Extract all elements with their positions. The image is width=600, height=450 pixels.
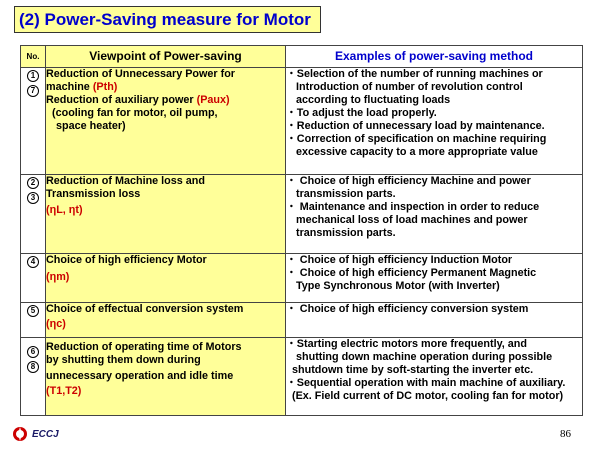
eccj-emblem-icon (12, 426, 28, 442)
circled-number: 6 (27, 346, 39, 358)
table-row (21, 68, 583, 175)
example-line: ・Starting electric motors more frequently, and (286, 338, 527, 350)
viewpoint-line: Choice of high efficiency Motor (46, 254, 207, 266)
circled-number: 4 (27, 256, 39, 268)
viewpoint-line: space heater) (56, 120, 126, 132)
example-line: ・ Choice of high efficiency Permanent Magnetic (286, 267, 537, 279)
examples-cell (286, 254, 583, 303)
viewpoint-line: Choice of effectual conversion system (46, 303, 244, 315)
viewpoint-line: Transmission loss (46, 188, 141, 200)
symbol-eta-m: (ηm) (46, 271, 70, 283)
symbol-t1-t2: (T1,T2) (46, 385, 82, 397)
examples-cell (286, 338, 583, 416)
circled-number: 5 (27, 305, 39, 317)
example-line: ・Sequential operation with main machine of auxiliary. (286, 377, 566, 389)
symbol-pth: (Pth) (92, 81, 118, 93)
row-numbers (21, 254, 46, 303)
example-line: Introduction of number of revolution control (296, 81, 523, 93)
example-line: transmission parts. (296, 188, 396, 200)
example-line: shutdown time by soft-starting the inverter etc. (292, 364, 534, 376)
example-line: ・To adjust the load properly. (286, 107, 437, 119)
header-examples: Examples of power-saving method (286, 46, 583, 68)
viewpoint-line: Reduction of Machine loss and (46, 175, 205, 187)
row-numbers (21, 175, 46, 254)
table-row (21, 338, 583, 416)
symbol-eta-c: (ηc) (46, 318, 66, 330)
viewpoint-cell (46, 338, 286, 416)
viewpoint-cell (46, 175, 286, 254)
power-saving-table (20, 45, 583, 416)
circled-number: 3 (27, 192, 39, 204)
viewpoint-cell (46, 68, 286, 175)
header-no: No. (21, 46, 46, 68)
example-line: ・ Choice of high efficiency Machine and power (286, 175, 531, 187)
circled-number: 8 (27, 361, 39, 373)
circled-number: 7 (27, 85, 39, 97)
example-line: ・Reduction of unnecessary load by maintenance. (286, 120, 545, 132)
page-number: 86 (560, 428, 571, 440)
logo-text: ECCJ (32, 428, 59, 440)
circled-number: 2 (27, 177, 39, 189)
viewpoint-line: machine (Pth) (46, 81, 118, 93)
example-line: ・Correction of specification on machine requiring (286, 133, 547, 145)
example-line: shutting down machine operation during possible (296, 351, 553, 363)
viewpoint-cell (46, 303, 286, 338)
examples-cell (286, 175, 583, 254)
circled-number: 1 (27, 70, 39, 82)
table-row (21, 254, 583, 303)
example-line: mechanical loss of load machines and power (296, 214, 528, 226)
viewpoint-line: Reduction of operating time of Motors (46, 341, 242, 353)
viewpoint-line: by shutting them down during (46, 354, 201, 366)
table-row (21, 175, 583, 254)
slide-title: (2) Power-Saving measure for Motor (14, 6, 321, 33)
table-header-row (21, 46, 583, 68)
row-numbers (21, 68, 46, 175)
example-line: ・ Choice of high efficiency Induction Motor (286, 254, 513, 266)
examples-cell (286, 68, 583, 175)
viewpoint-line: unnecessary operation and idle time (46, 370, 234, 382)
viewpoint-line: Reduction of auxiliary power (Paux) (46, 94, 230, 106)
example-line: ・Selection of the number of running machines or (286, 68, 543, 80)
example-line: ・ Choice of high efficiency conversion system (286, 303, 529, 315)
examples-cell (286, 303, 583, 338)
example-line: excessive capacity to a more appropriate value (296, 146, 538, 158)
example-line: (Ex. Field current of DC motor, cooling fan for motor) (292, 390, 564, 402)
eccj-logo (12, 426, 59, 442)
row-numbers (21, 303, 46, 338)
example-line: ・ Maintenance and inspection in order to reduce (286, 201, 540, 213)
table-row (21, 303, 583, 338)
viewpoint-cell (46, 254, 286, 303)
example-line: Type Synchronous Motor (with Inverter) (296, 280, 500, 292)
viewpoint-line: Reduction of Unnecessary Power for (46, 68, 235, 80)
example-line: transmission parts. (296, 227, 396, 239)
viewpoint-line: (cooling fan for motor, oil pump, (52, 107, 218, 119)
row-numbers (21, 338, 46, 416)
symbol-paux: (Paux) (196, 94, 230, 106)
header-viewpoint: Viewpoint of Power-saving (46, 46, 286, 68)
example-line: according to fluctuating loads (296, 94, 451, 106)
symbol-eta-l-t: (ηL, ηt) (46, 204, 83, 216)
